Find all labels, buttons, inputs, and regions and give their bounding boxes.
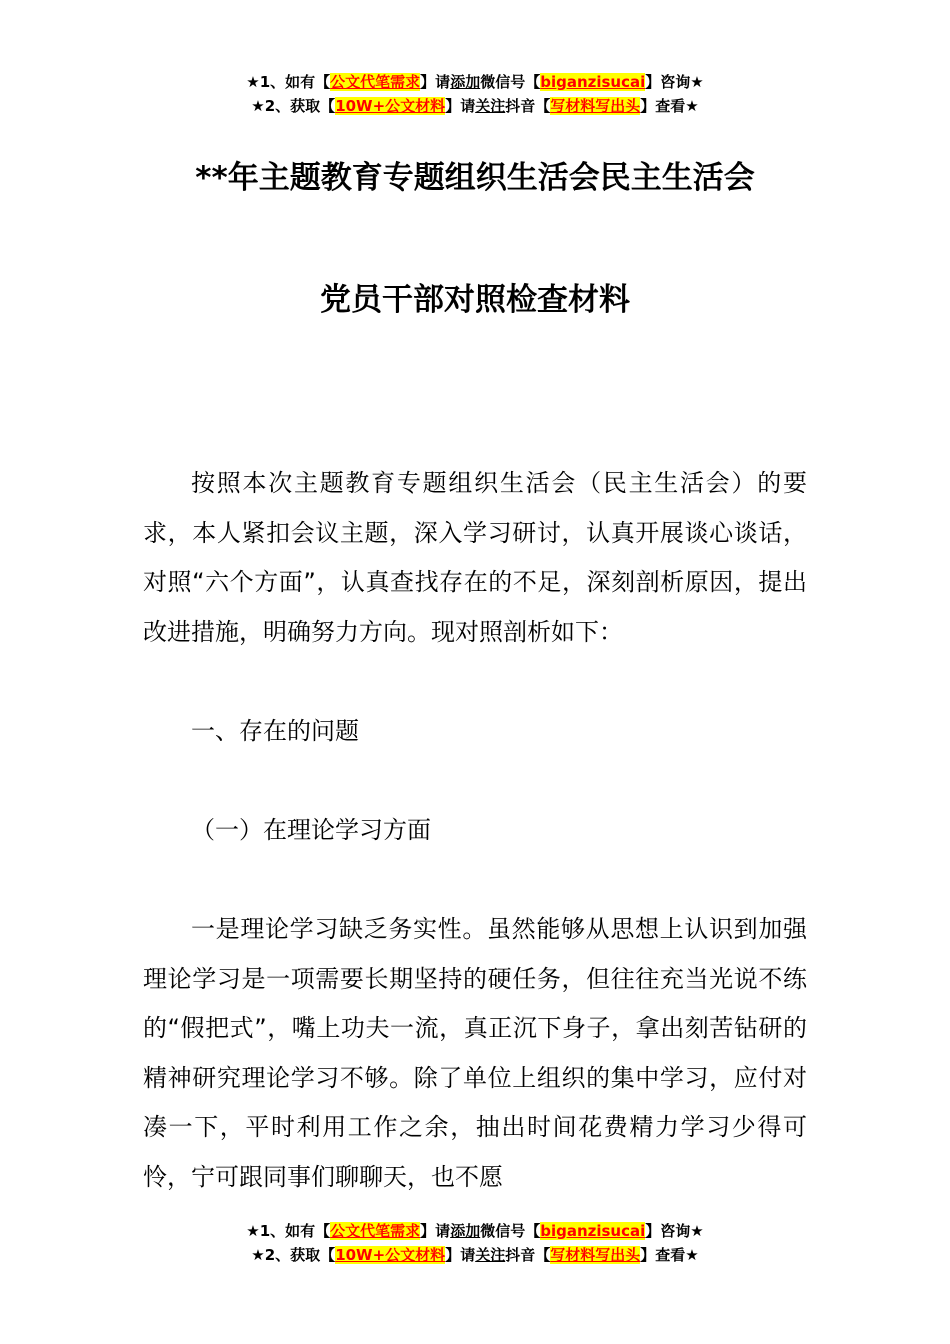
subsection-heading-text: （一）在理论学习方面 [191, 816, 431, 844]
promo-text: ★2、获取【 [251, 1246, 336, 1264]
promo-highlight: 写材料写出头 [550, 1246, 641, 1264]
promo-text: 】查看★ [640, 1246, 699, 1264]
promo-text: 】查看★ [640, 97, 699, 115]
promo-text: 】咨询★ [645, 1222, 704, 1240]
promo-text: ★1、如有【 [246, 1222, 331, 1240]
promo-highlight: 写材料写出头 [550, 97, 641, 115]
promo-line-1 [0, 70, 950, 94]
promo-text: 】请 [445, 97, 476, 115]
promo-highlight: 10W+公文材料 [335, 1246, 446, 1264]
promo-emphasis: 添加 [450, 73, 481, 91]
promo-emphasis: 添加 [450, 1222, 481, 1240]
promo-line-2 [0, 1243, 950, 1267]
promo-emphasis: 关注 [475, 1246, 506, 1264]
promo-text: 抖音【 [505, 1246, 551, 1264]
body-paragraph-text: 一是理论学习缺乏务实性。虽然能够从思想上认识到加强理论学习是一项需要长期坚持的硬任务，但往往充当光说不练的“假把式”，嘴上功夫一流，真正沉下身子，拿出刻苦钻研的精神研究理论学习不够。除了单位上组织的集中学习，应付对凑一下，平时利用工作之余，抽出时间花费精力学习少得可怜，宁可跟同事们聊聊天，也不愿 [143, 915, 807, 1191]
intro-paragraph [143, 459, 807, 657]
section-heading [143, 707, 807, 757]
promo-text: 微信号【 [480, 1222, 541, 1240]
promo-highlight: 公文代笔需求 [330, 1222, 421, 1240]
promo-text: 抖音【 [505, 97, 551, 115]
subsection-heading [143, 806, 807, 856]
footer-promo-banner [0, 1219, 950, 1267]
promo-text: ★2、获取【 [251, 97, 336, 115]
document-title-line-1: **年主题教育专题组织生活会民主生活会 [195, 160, 755, 196]
intro-text: 按照本次主题教育专题组织生活会（民主生活会）的要求，本人紧扣会议主题，深入学习研讨，认真开展谈心谈话，对照“六个方面”，认真查找存在的不足，深刻剖析原因，提出改进措施，明确努力方向。现对照剖析如下： [143, 469, 807, 646]
promo-text: 】请 [420, 1222, 451, 1240]
promo-highlight: 10W+公文材料 [335, 97, 446, 115]
promo-text: 】请 [445, 1246, 476, 1264]
promo-highlight: biganzisucai [540, 73, 646, 91]
promo-line-2 [0, 94, 950, 118]
body-paragraph [143, 905, 807, 1202]
promo-text: 】咨询★ [645, 73, 704, 91]
section-heading-text: 一、存在的问题 [191, 717, 359, 745]
promo-emphasis: 关注 [475, 97, 506, 115]
promo-text: 】请 [420, 73, 451, 91]
promo-line-1 [0, 1219, 950, 1243]
document-title-line-2: 党员干部对照检查材料 [320, 282, 630, 318]
promo-text: 微信号【 [480, 73, 541, 91]
header-promo-banner [0, 70, 950, 118]
promo-highlight: 公文代笔需求 [330, 73, 421, 91]
promo-highlight: biganzisucai [540, 1222, 646, 1240]
promo-text: ★1、如有【 [246, 73, 331, 91]
